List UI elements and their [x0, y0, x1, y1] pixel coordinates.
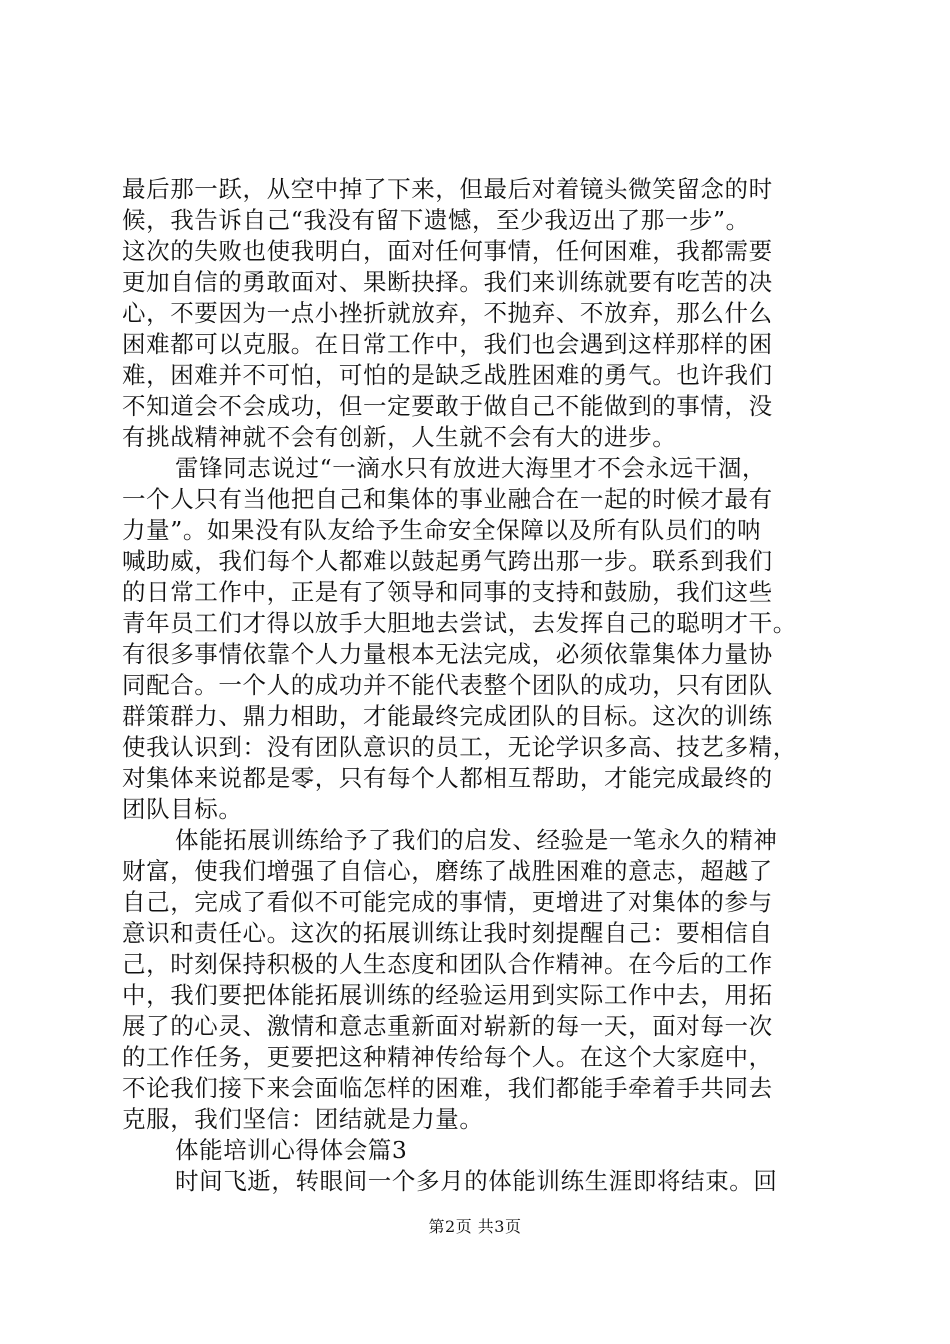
page-footer: 第2页 共3页	[428, 1217, 522, 1236]
text-line-21: 团队目标。	[122, 795, 243, 823]
text-line-20: 对集体来说都是零，只有每个人都相互帮助，才能完成最终的	[122, 764, 773, 792]
text-line-14: 的日常工作中，正是有了领导和同事的支持和鼓励，我们这些	[122, 578, 773, 606]
text-line-3: 这次的失败也使我明白，面对任何事情，任何困难，我都需要	[122, 237, 773, 265]
text-line-31: 克服，我们坚信：团结就是力量。	[122, 1105, 484, 1133]
text-line-2: 候，我告诉自己“我没有留下遗憾，至少我迈出了那一步”。	[122, 206, 750, 234]
text-line-8: 不知道会不会成功，但一定要敢于做自己不能做到的事情，没	[122, 392, 773, 420]
text-line-17: 同配合。一个人的成功并不能代表整个团队的成功，只有团队	[122, 671, 773, 699]
text-line-26: 己，时刻保持积极的人生态度和团队合作精神。在今后的工作	[122, 950, 773, 978]
paragraph-start-leifeng: 雷锋同志说过“一滴水只有放进大海里才不会永远干涸，	[175, 454, 767, 482]
section-heading: 体能培训心得体会篇3	[175, 1136, 408, 1164]
paragraph-start-time: 时间飞逝，转眼间一个多月的体能训练生涯即将结束。回	[175, 1167, 778, 1195]
text-line-18: 群策群力、鼎力相助，才能最终完成团队的目标。这次的训练	[122, 702, 773, 730]
text-line-16: 有很多事情依靠个人力量根本无法完成，必须依靠集体力量协	[122, 640, 773, 668]
text-line-19: 使我认识到：没有团队意识的员工，无论学识多高、技艺多精，	[122, 733, 797, 761]
body-text	[122, 174, 838, 1197]
text-line-29: 的工作任务，更要把这种精神传给每个人。在这个大家庭中，	[122, 1043, 773, 1071]
text-line-12: 力量”。如果没有队友给予生命安全保障以及所有队员们的呐	[122, 516, 762, 544]
text-line-4: 更加自信的勇敢面对、果断抉择。我们来训练就要有吃苦的决	[122, 268, 773, 296]
text-line-15: 青年员工们才得以放手大胆地去尝试，去发挥自己的聪明才干。	[122, 609, 797, 637]
text-line-7: 难，困难并不可怕，可怕的是缺乏战胜困难的勇气。也许我们	[122, 361, 773, 389]
paragraph-start-training: 体能拓展训练给予了我们的启发、经验是一笔永久的精神	[175, 826, 778, 854]
text-line-13: 喊助威，我们每个人都难以鼓起勇气跨出那一步。联系到我们	[122, 547, 773, 575]
text-line-1: 最后那一跃，从空中掉了下来，但最后对着镜头微笑留念的时	[122, 175, 773, 203]
text-line-24: 自己，完成了看似不可能完成的事情，更增进了对集体的参与	[122, 888, 773, 916]
text-line-9: 有挑战精神就不会有创新，人生就不会有大的进步。	[122, 423, 677, 451]
text-line-23: 财富，使我们增强了自信心，磨练了战胜困难的意志，超越了	[122, 857, 773, 885]
text-line-30: 不论我们接下来会面临怎样的困难，我们都能手牵着手共同去	[122, 1074, 773, 1102]
text-line-11: 一个人只有当他把自己和集体的事业融合在一起的时候才最有	[122, 485, 773, 513]
text-line-27: 中，我们要把体能拓展训练的经验运用到实际工作中去，用拓	[122, 981, 773, 1009]
text-line-25: 意识和责任心。这次的拓展训练让我时刻提醒自己：要相信自	[122, 919, 773, 947]
text-line-6: 困难都可以克服。在日常工作中，我们也会遇到这样那样的困	[122, 330, 773, 358]
text-line-5: 心，不要因为一点小挫折就放弃，不抛弃、不放弃，那么什么	[122, 299, 773, 327]
text-line-28: 展了的心灵、激情和意志重新面对崭新的每一天，面对每一次	[122, 1012, 773, 1040]
